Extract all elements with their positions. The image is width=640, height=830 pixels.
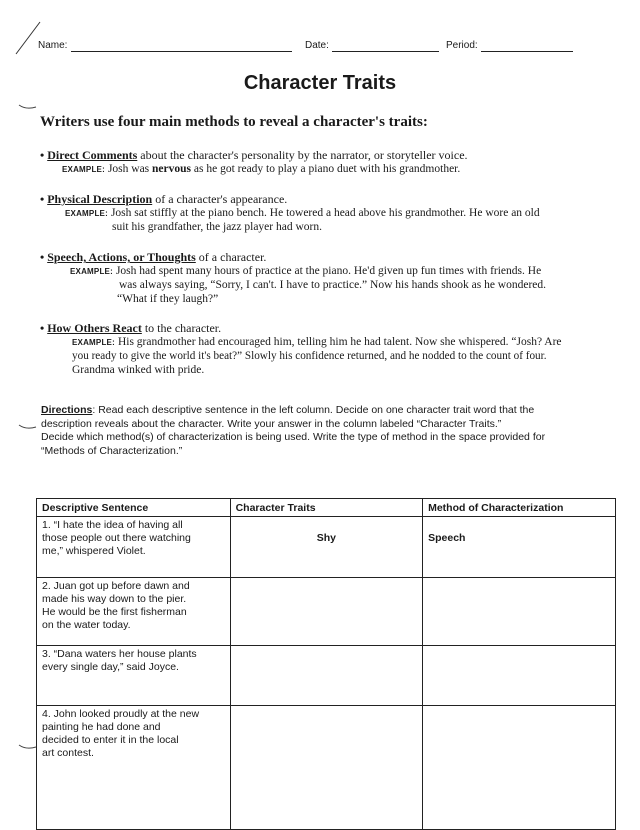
col-header-character-traits: Character Traits bbox=[230, 499, 423, 517]
directions-line: Decide which method(s) of characterization is being used. Write the type of method in the space provided for bbox=[41, 431, 546, 443]
name-field-line[interactable] bbox=[71, 51, 292, 52]
trait-cell[interactable] bbox=[230, 517, 423, 578]
sentence-line: made his way down to the pier. bbox=[42, 593, 187, 605]
binder-mark-1 bbox=[18, 102, 38, 112]
directions bbox=[41, 404, 611, 458]
example-how-others-react bbox=[72, 335, 562, 350]
method-desc: to the character. bbox=[141, 321, 222, 335]
name-label: Name: bbox=[38, 40, 68, 51]
method-name: Physical Description bbox=[47, 192, 153, 206]
bullet: • bbox=[40, 148, 45, 162]
example-emphasis: nervous bbox=[152, 163, 192, 175]
header-fields bbox=[0, 40, 640, 56]
table-row bbox=[37, 646, 616, 706]
binder-mark-2 bbox=[18, 422, 38, 432]
example-speech-line2: was always saying, “Sorry, I can't. I have to practice.” Now his hands shook as he wondered. bbox=[119, 279, 547, 291]
example-speech-actions-thoughts bbox=[70, 264, 541, 279]
method-speech-actions-thoughts bbox=[40, 250, 266, 265]
sentence-line: painting he had done and bbox=[42, 721, 161, 733]
sentence-line: art contest. bbox=[42, 747, 94, 759]
bullet: • bbox=[40, 192, 45, 206]
date-field-line[interactable] bbox=[332, 51, 439, 52]
method-answer: Speech bbox=[428, 532, 466, 544]
trait-cell[interactable] bbox=[230, 706, 423, 830]
binder-mark-3 bbox=[18, 742, 38, 752]
table-row bbox=[37, 517, 616, 578]
method-desc: about the character's personality by the narrator, or storyteller voice. bbox=[137, 148, 468, 162]
example-label: EXAMPLE: bbox=[62, 165, 105, 174]
sentence-line: 2. Juan got up before dawn and bbox=[42, 580, 190, 592]
example-label: EXAMPLE: bbox=[72, 338, 115, 347]
sentence-line: every single day,” said Joyce. bbox=[42, 661, 179, 673]
directions-line: : Read each descriptive sentence in the left column. Decide on one character trait word that the bbox=[92, 404, 535, 416]
example-label: EXAMPLE: bbox=[70, 267, 113, 276]
sentence-cell bbox=[37, 578, 231, 646]
sentence-line: on the water today. bbox=[42, 619, 131, 631]
table-header-row bbox=[37, 499, 616, 517]
example-physical-description-line2: suit his grandfather, the jazz player had worn. bbox=[112, 221, 322, 233]
col-header-descriptive-sentence: Descriptive Sentence bbox=[37, 499, 231, 517]
example-line: Josh had spent many hours of practice at the piano. He'd given up fun times with friends. He bbox=[115, 265, 542, 277]
method-physical-description bbox=[40, 192, 287, 207]
example-others-line3: Grandma winked with pride. bbox=[72, 364, 205, 376]
example-line: His grandmother had encouraged him, telling him he had talent. Now she whispered. “Josh? Are bbox=[117, 336, 562, 348]
page-subtitle: Writers use four main methods to reveal a character's traits: bbox=[40, 114, 428, 130]
page-title: Character Traits bbox=[243, 72, 397, 94]
directions-line: “Methods of Characterization.” bbox=[41, 444, 183, 457]
example-text: Josh was bbox=[107, 163, 153, 175]
example-physical-description bbox=[65, 206, 540, 221]
date-label: Date: bbox=[305, 40, 329, 51]
method-cell[interactable] bbox=[423, 646, 616, 706]
example-label: EXAMPLE: bbox=[65, 209, 108, 218]
sentence-line: decided to enter it in the local bbox=[42, 734, 179, 746]
sentence-cell bbox=[37, 706, 231, 830]
sentence-line: those people out there watching bbox=[42, 532, 191, 544]
example-speech-line3: “What if they laugh?” bbox=[117, 293, 219, 305]
method-cell[interactable] bbox=[423, 517, 616, 578]
sentence-cell bbox=[37, 646, 231, 706]
method-direct-comments bbox=[40, 148, 468, 163]
method-name: Direct Comments bbox=[47, 148, 138, 162]
sentence-line: He would be the first fisherman bbox=[42, 606, 187, 618]
bullet: • bbox=[40, 321, 45, 335]
sentence-line: 1. “I hate the idea of having all bbox=[42, 519, 183, 531]
example-line: Josh sat stiffly at the piano bench. He towered a head above his grandmother. He wore an old bbox=[110, 207, 540, 219]
col-header-method: Method of Characterization bbox=[423, 499, 616, 517]
sentence-line: me,” whispered Violet. bbox=[42, 545, 146, 557]
method-desc: of a character. bbox=[195, 250, 267, 264]
method-name: Speech, Actions, or Thoughts bbox=[47, 250, 196, 264]
example-others-line2: you ready to give the world it's beat?” Slowly his confidence returned, and he nodded to the count of four. bbox=[72, 350, 547, 362]
method-desc: of a character's appearance. bbox=[152, 192, 288, 206]
method-cell[interactable] bbox=[423, 578, 616, 646]
table-row bbox=[37, 578, 616, 646]
trait-cell[interactable] bbox=[230, 578, 423, 646]
sentence-line: 4. John looked proudly at the new bbox=[42, 708, 200, 720]
trait-cell[interactable] bbox=[230, 646, 423, 706]
period-field-line[interactable] bbox=[481, 51, 573, 52]
character-traits-table bbox=[36, 498, 616, 830]
period-label: Period: bbox=[446, 40, 478, 51]
table-row bbox=[37, 706, 616, 830]
sentence-line: 3. “Dana waters her house plants bbox=[42, 648, 197, 660]
example-direct-comments bbox=[62, 162, 460, 177]
bullet: • bbox=[40, 250, 45, 264]
trait-answer: Shy bbox=[316, 532, 336, 544]
sentence-cell bbox=[37, 517, 231, 578]
directions-label: Directions bbox=[41, 404, 93, 416]
method-how-others-react bbox=[40, 321, 221, 336]
example-text: as he got ready to play a piano duet with his grandmother. bbox=[191, 163, 461, 175]
method-name: How Others React bbox=[47, 321, 142, 335]
directions-line: description reveals about the character. Write your answer in the column labeled “Character Traits.” bbox=[41, 417, 502, 430]
method-cell[interactable] bbox=[423, 706, 616, 830]
